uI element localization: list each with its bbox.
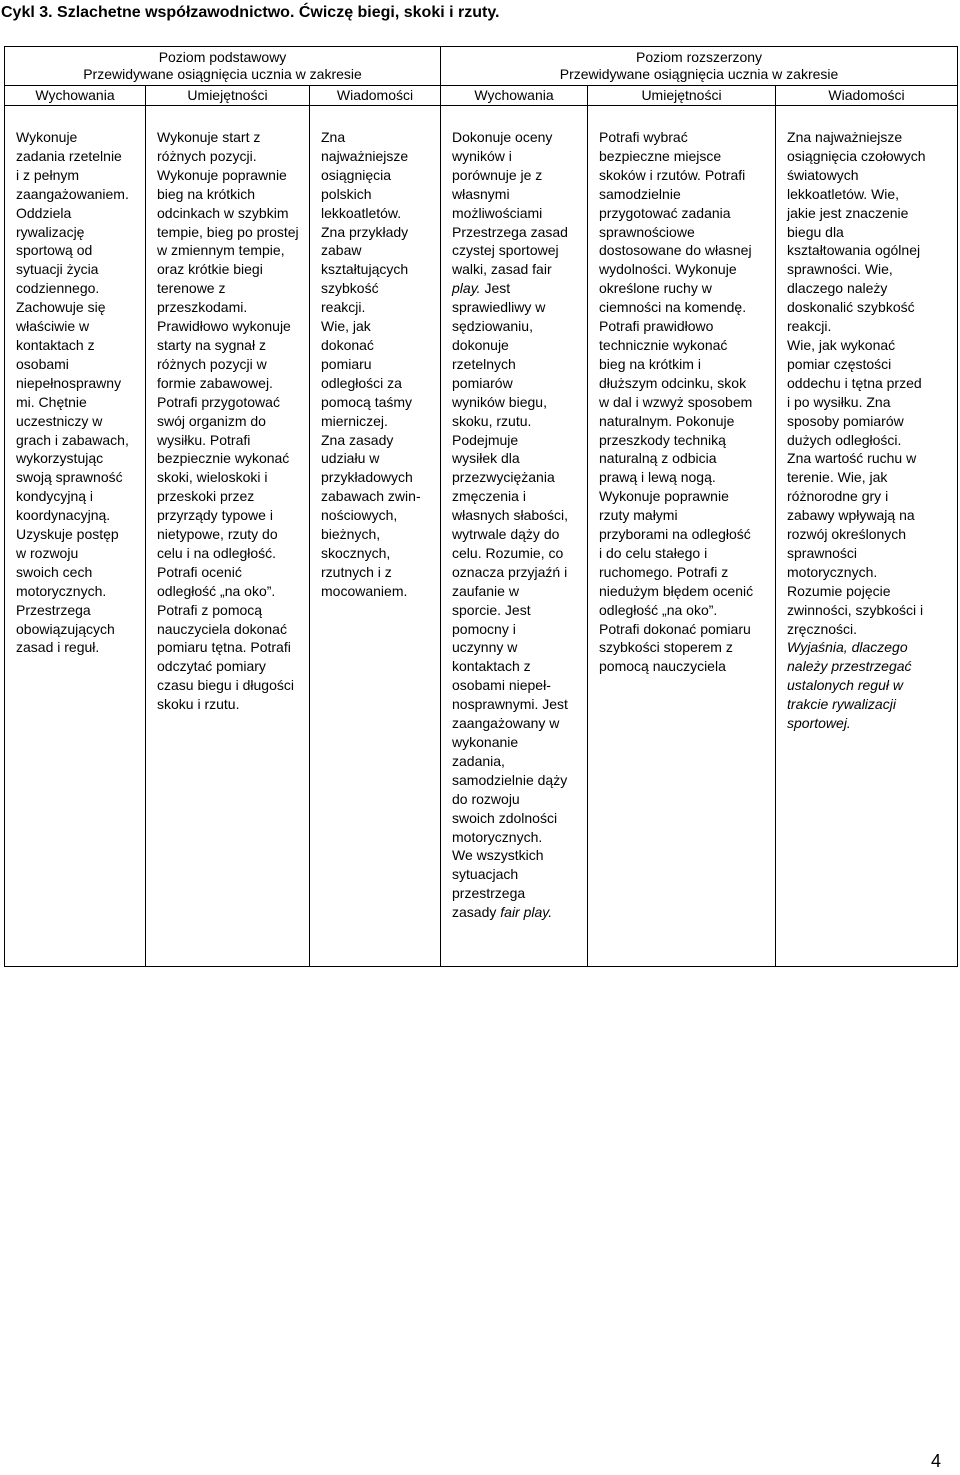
extended-level-subtitle: Przewidywane osiągnięcia ucznia w zakresie xyxy=(559,66,839,82)
cell-basic-knowledge xyxy=(310,106,441,967)
column-header-extended-upbringing: Wychowania xyxy=(441,86,588,106)
column-header-extended-skills: Umiejętności xyxy=(588,86,776,106)
achievements-table xyxy=(4,46,958,967)
cell-italic-text: Wyjaśnia, dlaczego należy przestrzegać ustalonych reguł w trakcie rywalizacji sportowej. xyxy=(787,639,912,732)
extended-level-name: Poziom rozszerzony xyxy=(636,49,763,65)
cell-basic-upbringing xyxy=(5,106,146,967)
cell-text-continued: Jest sprawiedliwy w sędziowaniu, dokonuje rzetelnych pomiarów wyników biegu, skoku, rzutu. Podejmuje wysiłek dla przezwyciężania zmęczenia i własnych słabości, wytrwale dąży do celu. Rozumie, co oznacza przyjaźń i zaufanie w sporcie. Jest pomocny i uczynny w kontaktach z osobami niepeł- nosprawnymi. Jest zaangażowany w wykonanie zadania, samodzielnie dąży do rozwoju swoich zdolności motorycznych. We wszystkich sytuacjach przestrzega zasady xyxy=(452,280,568,921)
cell-extended-upbringing xyxy=(441,106,588,967)
basic-level-subtitle: Przewidywane osiągnięcia ucznia w zakresie xyxy=(83,66,362,82)
basic-level-header xyxy=(5,47,441,86)
page-number: 4 xyxy=(931,1451,942,1471)
cell-extended-knowledge xyxy=(776,106,958,967)
cell-text: Wykonuje start z różnych pozycji. Wykonuje poprawnie bieg na krótkich odcinkach w szybkim tempie, bieg po prostej w zmiennym tempie, oraz krótkie biegi terenowe z przeszkodami. Prawidłowo wykonuje starty na sygnał z różnych pozycji w formie zabawowej. Potrafi przygotować swój organizm do wysiłku. Potrafi bezpiecznie wykonać skoki, wieloskoki i przeskoki przez przyrządy typowe i nietypowe, rzuty do celu i na odległość. Potrafi ocenić odległość „na oko”. Potrafi z pomocą nauczyciela dokonać pomiaru tętna. Potrafi odczytać pomiary czasu biegu i długości skoku i rzutu. xyxy=(157,129,299,713)
cell-text: Wykonuje zadania rzetelnie i z pełnym zaangażowaniem. Oddziela rywalizację sportową od sytuacji życia codziennego. Zachowuje się właściwie w kontaktach z osobami niepełnosprawny mi. Chętnie uczestniczy w grach i zabawach, wykorzystując swoją sprawność kondycyjną i koordynacyjną. Uzyskuje postęp w rozwoju swoich cech motorycznych. Przestrzega obowiązujących zasad i reguł. xyxy=(16,129,129,656)
cell-text: Dokonuje oceny wyników i porównuje je z własnymi możliwościami Przestrzega zasad czystej sportowej walki, zasad fair xyxy=(452,129,568,278)
cell-italic-text: play. xyxy=(452,280,481,297)
basic-level-name: Poziom podstawowy xyxy=(158,49,287,65)
extended-level-header xyxy=(441,47,958,86)
column-header-basic-skills: Umiejętności xyxy=(146,86,310,106)
cell-italic-text-end: fair play. xyxy=(500,904,553,921)
column-header-extended-knowledge: Wiadomości xyxy=(776,86,958,106)
column-header-basic-upbringing: Wychowania xyxy=(5,86,146,106)
cell-basic-skills xyxy=(146,106,310,967)
cell-text: Potrafi wybrać bezpieczne miejsce skoków i rzutów. Potrafi samodzielnie przygotować zadania sprawnościowe dostosowane do własnej wydolności. Wykonuje określone ruchy w ciemności na komendę. Potrafi prawidłowo technicznie wykonać bieg na krótkim i dłuższym odcinku, skok w dal i wzwyż sposobem naturalnym. Pokonuje przeszkody techniką naturalną z odbicia prawą i lewą nogą. Wykonuje poprawnie rzuty małymi przyborami na odległość i do celu stałego i ruchomego. Potrafi z niedużym błędem ocenić odległość „na oko”. Potrafi dokonać pomiaru szybkości stoperem z pomocą nauczyciela xyxy=(599,129,754,675)
cell-text: Zna najważniejsze osiągnięcia czołowych światowych lekkoatletów. Wie, jakie jest znaczenie biegu dla kształtowania ogólnej sprawności. Wie, dlaczego należy doskonalić szybkość reakcji. Wie, jak wykonać pomiar częstości oddechu i tętna przed i po wysiłku. Zna sposoby pomiarów dużych odległości. Zna wartość ruchu w terenie. Wie, jak różnorodne gry i zabawy wpływają na rozwój określonych sprawności motorycznych. Rozumie pojęcie zwinności, szybkości i zręczności. xyxy=(787,129,926,637)
page-title: Cykl 3. Szlachetne współzawodnictwo. Ćwiczę biegi, skoki i rzuty. xyxy=(1,4,500,21)
column-header-basic-knowledge: Wiadomości xyxy=(310,86,441,106)
cell-text: Zna najważniejsze osiągnięcia polskich lekkoatletów. Zna przykłady zabaw kształtujących szybkość reakcji. Wie, jak dokonać pomiaru odległości za pomocą taśmy mierniczej. Zna zasady udziału w przykładowych zabawach zwin- nościowych, bieżnych, skocznych, rzutnych i z mocowaniem. xyxy=(321,129,421,599)
cell-extended-skills xyxy=(588,106,776,967)
